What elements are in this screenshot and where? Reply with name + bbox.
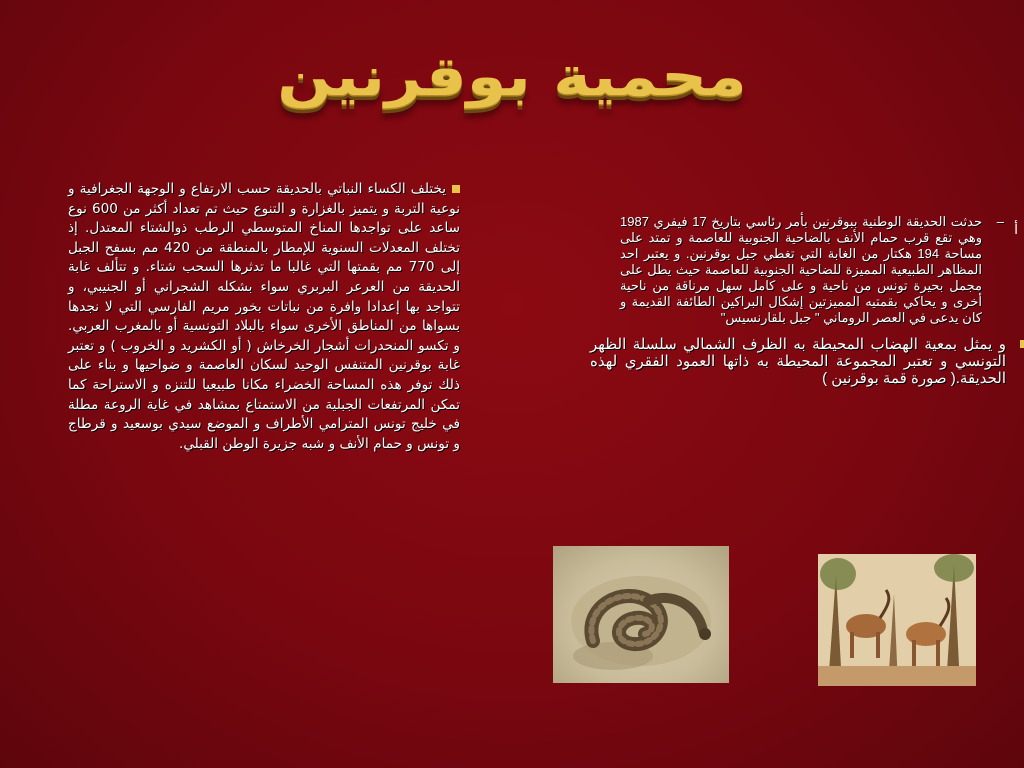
right-sub-text: حدثت الحديقة الوطنية ببوقرنين بأمر رئاسي بتاريخ 17 فيفري 1987 وهي تقع قرب حمام الأنف بالضاحية الجنوبية للعاصمة و تمتد على مساحة 194 هكتار من الغابة التي تغطي جبل بوقرنين. و يعتبر احد المظاهر الطبيعية المميزة للضاحية الجنوبية للعاصمة حيث يطل على مجمل بحيرة تونس من ناحية و على كامل سهل مرناقة من ناحية أخرى و يحاكي بقمتيه المميزتين إشكال البراكين الطائفة القديمة و كان يدعى في العصر الروماني " جبل بلقارنسيس"	[620, 214, 983, 325]
left-text-column	[68, 180, 460, 454]
dash-marker: –	[996, 214, 1004, 229]
snake-illustration	[553, 546, 729, 683]
bullet-icon	[1020, 340, 1024, 348]
right-sub-paragraph	[620, 214, 1004, 326]
left-bullet-text: يختلف الكساء النباتي بالحديقة حسب الارتفاع و الوجهة الجغرافية و نوعية التربة و يتميز بالغزارة و التنوع حيث تم تعداد أكثر من 600 نوع ساعد على تواجدها المناخ المتوسطي الرطب ذوالشتاء المعتدل. إذ تختلف المعدلات السنوية للإمطار بالمنطقة من 420 مم بسفح الجبل إلى 770 مم بقمتها التي غالبا ما تدثرها السحب شتاء. و تتألف غابة الحديقة من العرعر البربري سواء بشكله الشجراني أو الجنيبي، و تتواجد بها إعدادا وافرة من نباتات بخور مريم الفارسي التي لا نجدها بسواها من المناطق الأخرى سواء بالبلاد التونسية أو بالمغرب العربي. و تكسو المنحدرات أشجار الخرخاش ( أو الكشريد و الخروب ) و تعتبر غابة بوقرنين المتنفس الوحيد لسكان العاصمة و ضواحيها و بناء على ذلك توفر هذه المساحة الخضراء مكانا طبيعيا للتنزه و الاستراحة كما تمكن المرتفعات الجبلية من الاستمتاع بمشاهد في غاية الروعة مطلة في خليج تونس المترامي الأطراف و الموضع سيدي بوسعيد و قرطاج و تونس و حمام الأنف و شبه جزيرة الوطن القبلي.	[68, 181, 460, 452]
right-text-column	[590, 214, 1010, 387]
alif-marker: أ	[1014, 222, 1018, 238]
slide-title: محمية بوقرنين	[277, 45, 747, 109]
goats-illustration	[818, 554, 976, 686]
bullet-icon	[452, 185, 460, 193]
right-bullet-text: و يمثل بمعية الهضاب المحيطة به الظرف الشمالي سلسلة الظهر التونسي و تعتبر المجموعة المحيطة به ذاتها العمود الفقري لهذه الحديقة.( صورة قمة بوقرنين )	[590, 336, 1006, 387]
right-bullet-paragraph	[590, 336, 1006, 387]
goats-photo	[818, 554, 976, 686]
snake-photo	[553, 546, 729, 683]
